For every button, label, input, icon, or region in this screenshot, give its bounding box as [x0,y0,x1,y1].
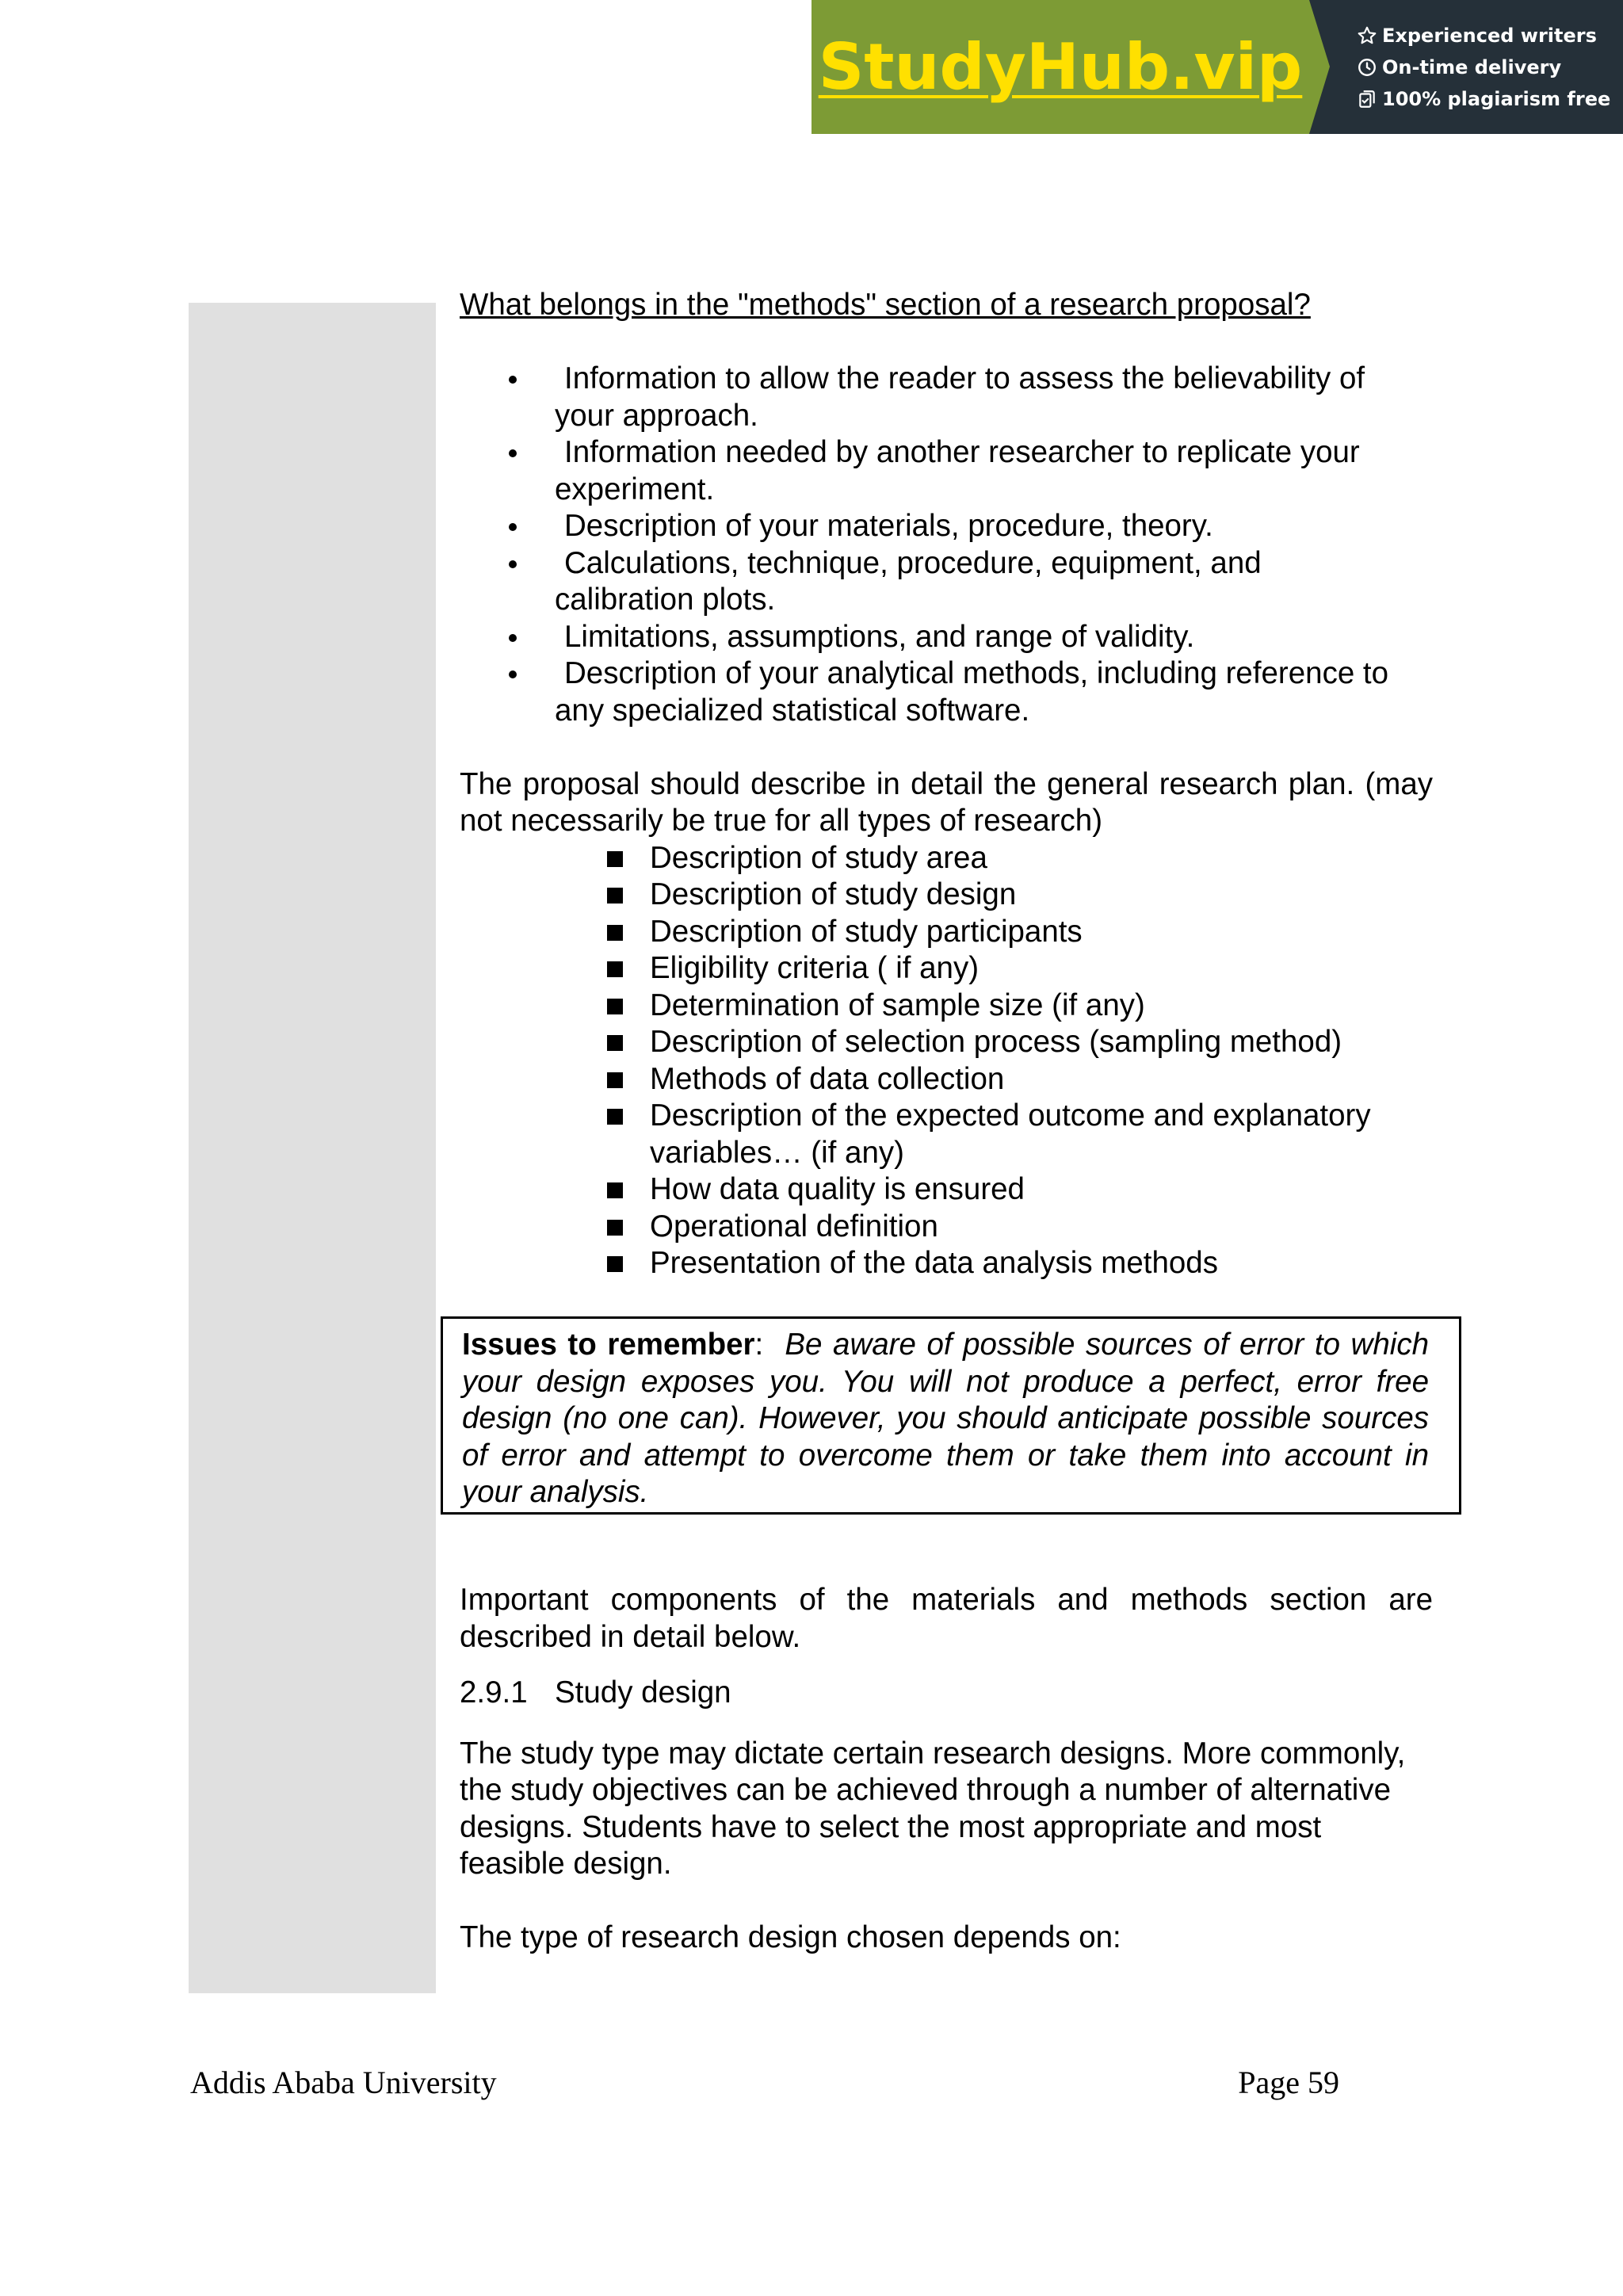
study-design-paragraph: The study type may dictate certain research designs. More commonly, the study objectives can be achieved through a number of alternative designs. Students have to select the most appropriate and most feasible design. [460,1736,1406,1881]
list-item: Description of study design [460,877,1433,914]
list-item: Limitations, assumptions, and range of validity. [460,619,1433,656]
clock-icon [1357,57,1377,78]
square-bullet-icon [607,999,623,1014]
bullet-icon [509,376,517,384]
list-item: Description of your analytical methods, including reference to any specialized statistical software. [460,655,1433,729]
list-item: Presentation of the data analysis methods [460,1245,1433,1282]
feature-item-writers [1357,24,1623,48]
bullet-icon [509,523,517,531]
list-item: Operational definition [460,1209,1433,1246]
square-bullet-icon [607,1256,623,1272]
square-bullet-icon [607,1072,623,1088]
square-bullet-icon [607,1109,623,1125]
list-item: Description of study area [460,840,1433,877]
issues-callout-box: Issues to remember: Be aware of possible sources of error to which your design exposes you. You will not produce a perfect, error free design (no one can). However, you should anticipate possible sources of error and attempt to overcome them or take them into account in your analysis. [441,1316,1461,1515]
list-item: Description of your materials, procedure, theory. [460,508,1433,545]
plan-intro: The proposal should describe in detail the general research plan. (may not necessarily be true for all types of research) [460,766,1433,838]
closing-sentence: The type of research design chosen depends on: [460,1920,1121,1954]
list-item: Information needed by another researcher to replicate your experiment. [460,434,1433,508]
square-bullet-icon [607,1182,623,1198]
brand-panel [812,0,1309,134]
document-check-icon [1357,89,1377,109]
feature-item-plagiarism [1357,87,1623,111]
bullet-icon [509,634,517,642]
list-item: Eligibility criteria ( if any) [460,950,1433,988]
subsection-heading [460,1675,1433,1712]
page-footer [190,2064,1339,2101]
page-number: Page 59 [1238,2065,1339,2100]
subsection-number: 2.9.1 [460,1675,528,1710]
square-bullet-icon [607,851,623,867]
list-item: Determination of sample size (if any) [460,988,1433,1025]
components-intro: Important components of the materials and methods section are described in detail below. [460,1583,1433,1654]
bullet-icon [509,560,517,568]
feature-label: 100% plagiarism free [1382,87,1611,110]
brand-logo[interactable]: StudyHub.vip [818,30,1303,104]
square-bullet-icon [607,888,623,904]
callout-title: Issues to remember [462,1328,755,1362]
square-bullet-icon [607,1220,623,1236]
star-icon [1357,25,1377,46]
callout-body: Be aware of possible sources of error to which your design exposes you. You will not produce a perfect, error free design (no one can). However, you should anticipate possible sources of error and attempt to overcome them or take them into account in your analysis. [462,1328,1429,1509]
square-bullet-icon [607,1035,623,1051]
section-heading: What belongs in the "methods" section of a research proposal? [460,288,1311,322]
margin-bar [189,303,436,1993]
subsection-title: Study design [555,1675,731,1710]
list-item: Information to allow the reader to assess the believability of your approach. [460,361,1433,434]
footer-university: Addis Ababa University [190,2065,497,2100]
bullet-icon [509,449,517,457]
list-item: Description of selection process (sampling method) [460,1024,1433,1061]
list-item: How data quality is ensured [460,1171,1433,1209]
plan-item-list [460,840,1433,1282]
feature-label: Experienced writers [1382,24,1597,47]
studyhub-banner[interactable] [812,0,1623,134]
components-section [460,1582,1433,1957]
list-item: Description of study participants [460,914,1433,951]
methods-bullet-list [460,361,1433,729]
bullet-icon [509,670,517,678]
square-bullet-icon [607,925,623,941]
feature-item-delivery [1357,55,1623,79]
page-content [460,287,1433,1282]
list-item: Description of the expected outcome and explanatory variables… (if any) [460,1098,1433,1171]
square-bullet-icon [607,961,623,977]
features-panel [1309,0,1623,134]
list-item: Methods of data collection [460,1061,1433,1098]
feature-label: On-time delivery [1382,55,1562,78]
list-item: Calculations, technique, procedure, equipment, and calibration plots. [460,545,1433,619]
